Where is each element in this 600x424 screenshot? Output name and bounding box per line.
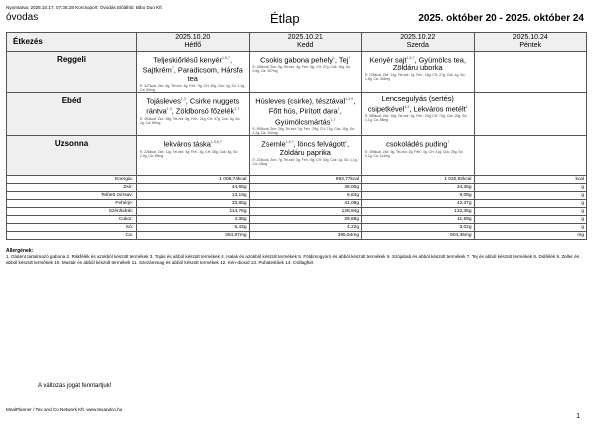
print-info: Nyomtatva: 2025.10.17. 07:36:28 Korcsoport: Óvodás Előállító: Bibo Duo Kft [6,5,162,10]
dish-text: , Zöldborsó főzelék [171,106,235,116]
menu-cell [137,136,250,176]
nutrition-value: 13,19g [137,192,250,200]
allergen-codes: 1 [465,104,468,109]
dish-name [365,54,471,72]
nutrition-unit-cell: g [474,192,587,200]
dish-nutrition: E: 226kcal, Zsír: 14g, Tel.zsír: 7g, Feh.: 16g, CH: 27g, Cuk: 1g, Só: 1,8g, Ca: 334mg [365,73,466,82]
nutrition-unit-cell: g [474,184,587,192]
nutrition-value: 993,77kcal [249,176,362,184]
dish-text: , Csirke nuggets rántva [146,96,240,116]
nutrition-row [7,208,587,216]
menu-cell [474,52,587,93]
menu-cell [249,92,362,135]
dish-nutrition: E: 593kcal, Zsír: 26g, Tel.zsír: 2g, Feh.: 29g, CH: 71g, Cuk: 15g, Só: 2,2g, Ca: 100mg [252,127,355,136]
dish-text: , löncs felvágott [293,139,346,149]
dish-nutrition: E: 166kcal, Zsír: 5g, Tel.zsír: 3g, Feh.: 6g, CH: 27g, Cuk: 16g, Só: 0,6g, Ca: 267mg [252,65,351,74]
dish-text: , Tej [334,55,349,65]
allergen-codes: 1,3,6,7 [210,140,222,145]
dish-text: , Gyümölcsmártás [275,106,342,127]
dish-nutrition: E: 226kcal, Zsír: 11g, Tel.zsír: 4g, Feh.: 4g, CH: 48g, Cuk: 4g, Só: 2,0g, Ca: 69mg [140,149,239,158]
dish-text: , Főtt hús, Pirított dara [268,96,356,116]
nutrition-unit-cell: g [474,224,587,232]
nutrition-value: 1 020,92kcal [362,176,475,184]
allergen-codes: 1,5,7 [285,140,294,145]
nutrition-value: 44,65g [137,184,250,192]
nutrition-row [7,176,587,184]
dish-name [253,95,359,126]
nutrition-row [7,224,587,232]
nutrition-value: 29,69g [249,216,362,224]
menu-cell [249,52,362,93]
nutrition-value: 114,76g [137,208,250,216]
day-name: Péntek [519,42,542,49]
dish-text: lekváros táska [163,139,211,149]
nutrition-label: Energia: [7,176,137,184]
nutrition-row [7,216,587,224]
day-date: 2025.10.24 [512,34,548,41]
allergens-title: Allergének: [6,248,34,254]
day-name: Kedd [297,42,314,49]
nutrition-label: Ca: [7,232,137,240]
nutrition-row [7,192,587,200]
dish-nutrition: E: 156kcal, Zsír: 3g, Tel.zsír: 2g, Feh.: 4g, CH: 31g, Cuk: 25g, Só: 0,1g, Ca: 114mg [365,149,464,158]
nutrition-value: 6,64g [249,192,362,200]
nutrition-value: 504,46mg [362,232,475,240]
disclaimer-note: A változás jogát fenntartjuk! [38,383,112,389]
nutrition-unit-cell: kcal [474,176,587,184]
dish-text: Tojásleves [146,96,181,106]
nutrition-label: Telített zsírsav: [7,192,137,200]
page-title: Étlap [270,11,300,26]
allergen-codes: 1,3 [180,96,186,101]
date-range: 2025. október 20 - 2025. október 24 [418,13,584,24]
meal-label: Ebéd [7,92,137,135]
day-name: Szerda [406,42,429,49]
dish-text: csokoládés puding [386,139,448,149]
dish-nutrition: E: 224kcal, Zsír: 7g, Tel.zsír: 3g, Feh.: 9g, CH: 30g, Cuk: 1g, Só: 1,1g, Ca: 43mg [252,157,358,166]
allergen-codes: 1 [337,107,340,112]
page-number: 1 [576,413,580,420]
dish-name [140,95,246,116]
menu-cell [362,136,475,176]
menu-cell [474,136,587,176]
nutrition-label: Szénhidrát: [7,208,137,216]
nutrition-value: 41,09g [249,200,362,208]
menu-cell [249,136,362,176]
dish-name [253,138,359,156]
nutrition-label: Zsír: [7,184,137,192]
meal-row [7,52,587,93]
menu-cell [137,92,250,135]
allergen-codes: 7 [348,56,351,60]
allergen-codes: 1,3 [166,107,172,112]
dish-text: Húsleves (csirke), tésztával [255,96,346,106]
company-credit: MealPlanner / Tex and Co Network Kft. www.texandco.hu [6,407,123,412]
dish-text: Kenyér sajt [369,55,407,65]
nutrition-value: 4,22g [249,224,362,232]
dish-text: , Sajtkrém [142,55,233,75]
allergen-codes: 1,3 [404,104,410,109]
nutrition-unit-cell: g [474,216,587,224]
day-header-wednesday [362,33,475,52]
nutrition-unit-cell: g [474,208,587,216]
dish-name [365,138,471,148]
nutrition-label: Cukor: [7,216,137,224]
dish-text: , Lekváros metélt [409,104,466,114]
dish-text: Lencsegulyás (sertés) csipetkével [367,93,454,114]
day-date: 2025.10.20 [175,34,211,41]
nutrition-value: 128,94g [249,208,362,216]
nutrition-value: 42,37g [362,200,475,208]
nutrition-unit-cell: g [474,200,587,208]
dish-name [140,54,246,83]
allergen-codes: 1 [332,56,335,60]
nutrition-unit-cell: mg [474,232,587,240]
day-header-tuesday [249,33,362,52]
allergen-codes: 1,7 [330,117,336,122]
menu-cell [474,92,587,135]
nutrition-value: 4,38g [137,216,250,224]
age-group-label: óvodas [6,12,39,23]
nutrition-value: 132,45g [362,208,475,216]
nutrition-label: Só: [7,224,137,232]
menu-cell [362,52,475,93]
allergen-codes: 1,5,7 [222,56,231,60]
nutrition-value: 9,09g [362,192,475,200]
dish-text: Csokis gabona pehely [260,55,333,65]
dish-name [140,138,246,148]
dish-name [365,95,471,113]
meal-label: Uzsonna [7,136,137,176]
meal-label: Reggeli [7,52,137,93]
nutrition-value: 5,43g [137,224,250,232]
allergen-codes: 7 [171,66,174,71]
dish-name [253,54,359,64]
dish-text: , Zöldáru paprika [279,139,350,157]
day-date: 2025.10.21 [287,34,323,41]
nutrition-row [7,232,587,240]
dish-nutrition: E: 327kcal, Zsír: 6g, Tel.zsír: 4g, Feh.: 9g, CH: 30g, Cuk: 3g, Só: 1,1g, Ca: 62mg [140,83,246,92]
day-date: 2025.10.22 [400,34,436,41]
allergen-codes: 7 [447,140,450,145]
nutrition-value: 38,00g [249,184,362,192]
meal-row [7,136,587,176]
nutrition-value: 1 006,74kcal [137,176,250,184]
dish-nutrition: E: 453kcal, Zsír: 28g, Tel.zsír: 5g, Feh.: 21g, CH: 37g, Cuk: 3g, Só: 2g, Ca: 69mg [140,116,241,125]
nutrition-value: 395,54mg [249,232,362,240]
menu-cell [137,52,250,93]
nutrition-value: 3,02g [362,224,475,232]
allergen-codes: 1,7 [234,107,240,112]
nutrition-row [7,200,587,208]
day-name: Hétfő [184,42,202,49]
nutrition-value: 11,59g [362,216,475,224]
dish-text: Zsemle [261,139,286,149]
dish-text: Teljeskiőrlésű kenyér [153,55,223,65]
day-header-monday [137,33,250,52]
allergen-codes: 1 [345,140,348,145]
dish-text: , Paradicsom, Hársfa tea [173,65,243,83]
nutrition-value: 34,35g [362,184,475,192]
nutrition-value: 354,87mg [137,232,250,240]
day-header-friday [474,33,587,52]
nutrition-label: Fehérje: [7,200,137,208]
nutrition-value: 33,85g [137,200,250,208]
allergen-codes: 1,3,9 [345,96,354,101]
meal-column-header: Étkezés [7,33,137,52]
nutrition-row [7,184,587,192]
dish-nutrition: E: 585kcal, Zsír: 16g, Tel.zsír: 1g, Feh.: 23g, CH: 74g, Cuk: 20g, Só: 1,1g, Ca: 58mg [365,114,468,123]
menu-cell [362,92,475,135]
allergens-list: 1. Glutént tartalmazó gabona 2. Rákfélék és azokból készült termékek 3. Tojás és abból készült termékek 4. Halak és azokból készült termékek 5. Földimogyoró és abból készült termékek 6. Szójabab és abból készült termékek 7. Tej és abból készült termékek 8. Diófélék 9. Zeller és abból készült termékek 10. Mustár és abból készült termékek 11. Szezámmag és abból készült termékek 12. Kén-dioxid 13. Puhatestűek 14. Csillagfürt [6,254,580,265]
day-header-row [7,33,587,52]
meal-row [7,92,587,135]
dish-text: , Gyümölcs tea, Zöldáru uborka [392,55,466,73]
menu-table [6,32,587,240]
allergen-codes: 1,5,7 [406,56,415,60]
